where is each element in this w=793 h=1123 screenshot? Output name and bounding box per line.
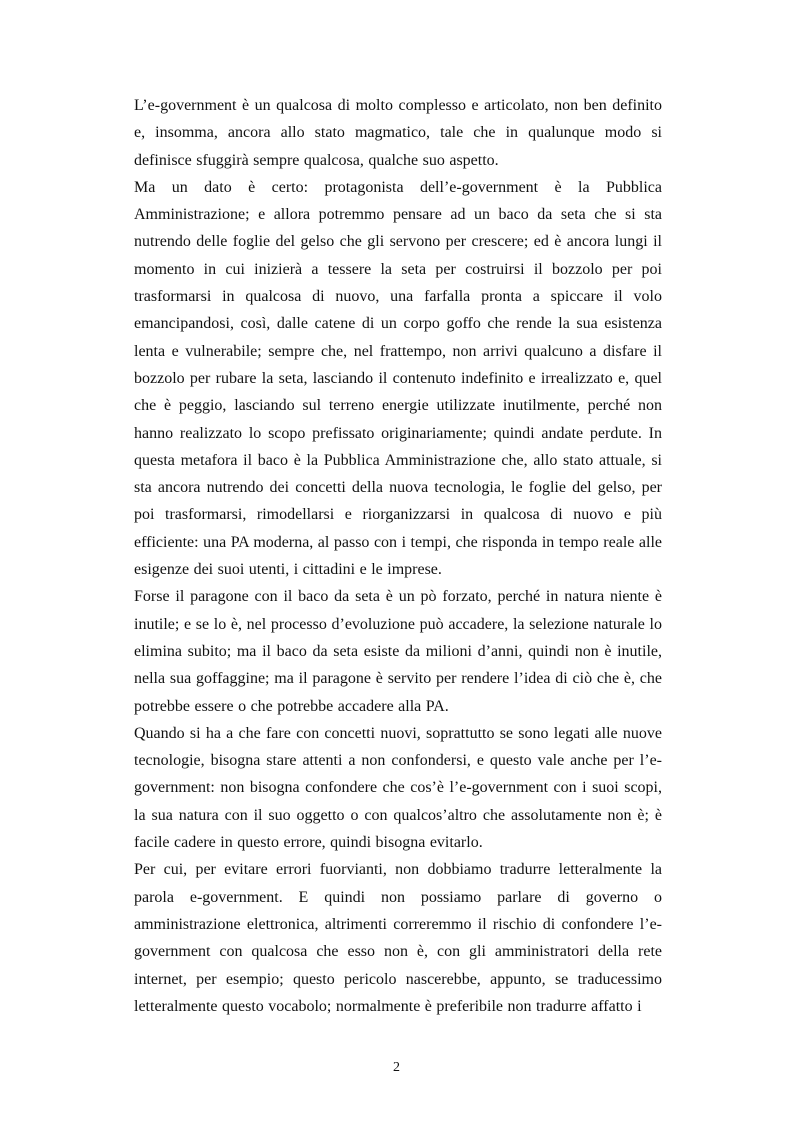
page-number: 2 — [393, 1060, 400, 1075]
paragraph-1: L’e-government è un qualcosa di molto complesso e articolato, non ben definito e, insomma, ancora allo stato magmatico, tale che in qualunque modo si definisce sfuggirà sempre qualcosa, qualche suo aspetto. — [134, 97, 662, 169]
paragraph-4: Quando si ha a che fare con concetti nuovi, soprattutto se sono legati alle nuove tecnologie, bisogna stare attenti a non confondersi, e questo vale anche per l’e-government: non bisogna confondere che cos’è l’e-government con i suoi scopi, la sua natura con il suo oggetto o con qualcos’altro che assolutamente non è; è facile cadere in questo errore, quindi bisogna evitarlo. — [134, 724, 662, 852]
paragraph-3: Forse il paragone con il baco da seta è un pò forzato, perché in natura niente è inutile; e se lo è, nel processo d’evoluzione può accadere, la selezione naturale lo elimina subito; ma il baco da seta esiste da milioni d’anni, quindi non è inutile, nella sua goffaggine; ma il paragone è servito per rendere l’idea di ciò che è, che potrebbe essere o che potrebbe accadere alla PA. — [134, 588, 662, 715]
page-body — [134, 92, 662, 1020]
paragraph-5: Per cui, per evitare errori fuorvianti, non dobbiamo tradurre letteralmente la parola e-government. E quindi non possiamo parlare di governo o amministrazione elettronica, altrimenti correremmo il rischio di confondere l’e-government con qualcosa che esso non è, con gli amministratori della rete internet, per esempio; questo pericolo nascerebbe, appunto, se traducessimo letteralmente questo vocabolo; normalmente è preferibile non tradurre affatto i — [134, 861, 662, 1015]
paragraph-2: Ma un dato è certo: protagonista dell’e-government è la Pubblica Amministrazione; e allora potremmo pensare ad un baco da seta che si sta nutrendo delle foglie del gelso che gli servono per crescere; ed è ancora lungi il momento in cui inizierà a tessere la seta per costruirsi il bozzolo per poi trasformarsi in qualcosa di nuovo, una farfalla pronta a spiccare il volo emancipandosi, così, dalle catene di un corpo goffo che rende la sua esistenza lenta e vulnerabile; sempre che, nel frattempo, non arrivi qualcuno a disfare il bozzolo per rubare la seta, lasciando il contenuto indefinito e irrealizzato e, quel che è peggio, lasciando sul terreno energie utilizzate inutilmente, perché non hanno realizzato lo scopo prefissato originariamente; quindi andate perdute. In questa metafora il baco è la Pubblica Amministrazione che, allo stato attuale, si sta ancora nutrendo dei concetti della nuova tecnologia, le foglie del gelso, per poi trasformarsi, rimodellarsi e riorganizzarsi in qualcosa di nuovo e più efficiente: una PA moderna, al passo con i tempi, che risponda in tempo reale alle esigenze dei suoi utenti, i cittadini e le imprese. — [134, 178, 662, 579]
